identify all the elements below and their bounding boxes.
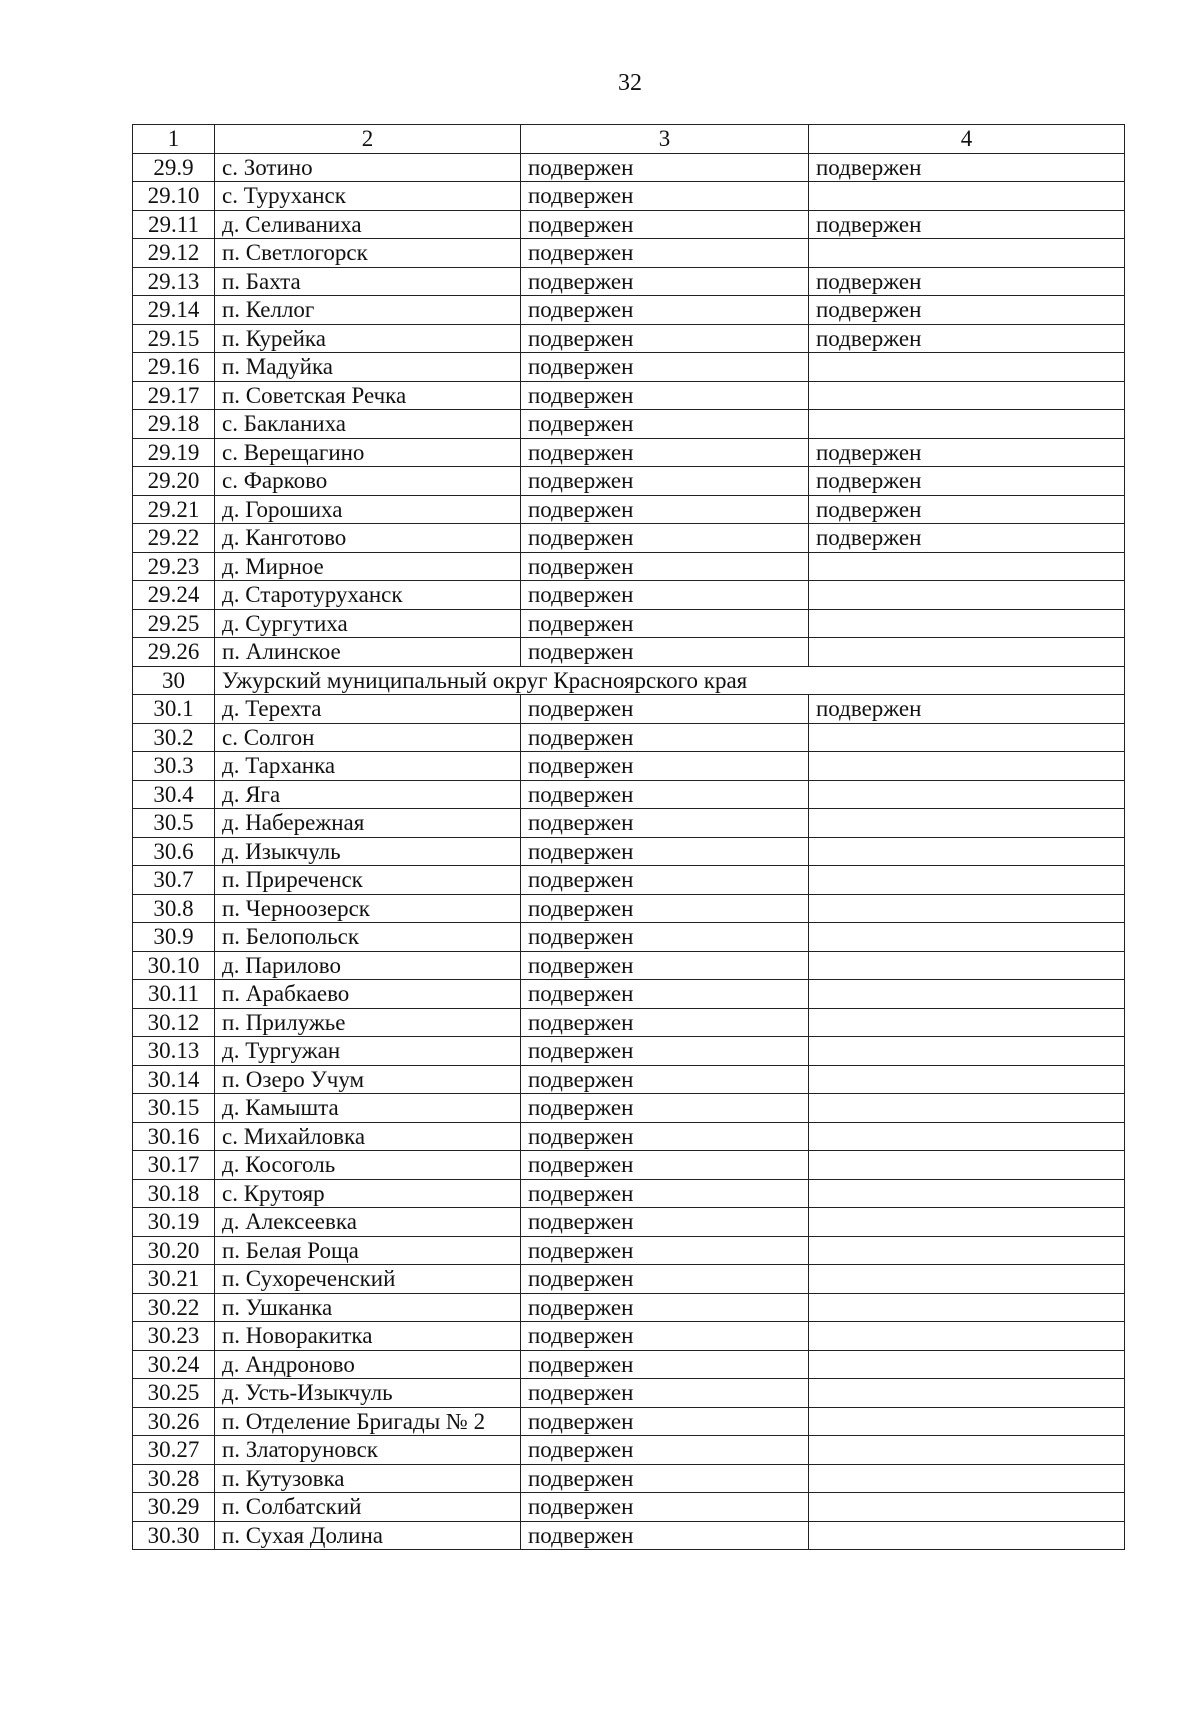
column-3-status: подвержен	[521, 239, 809, 268]
column-4-status	[809, 837, 1125, 866]
settlement-name: п. Мадуйка	[215, 353, 521, 382]
settlement-name: с. Михайловка	[215, 1122, 521, 1151]
row-number: 30.5	[133, 809, 215, 838]
column-3-status: подвержен	[521, 381, 809, 410]
table-row	[133, 866, 1125, 895]
column-4-status	[809, 410, 1125, 439]
table-row	[133, 923, 1125, 952]
row-number: 30.22	[133, 1293, 215, 1322]
column-3-status: подвержен	[521, 524, 809, 553]
table-row	[133, 353, 1125, 382]
row-number: 29.9	[133, 153, 215, 182]
table-header	[133, 125, 1125, 154]
row-number: 29.15	[133, 324, 215, 353]
table-row	[133, 609, 1125, 638]
column-4-status	[809, 723, 1125, 752]
table-row	[133, 267, 1125, 296]
row-number: 29.13	[133, 267, 215, 296]
column-3-status: подвержен	[521, 609, 809, 638]
settlement-name: п. Курейка	[215, 324, 521, 353]
settlement-name: д. Андроново	[215, 1350, 521, 1379]
header-col-2: 2	[215, 125, 521, 154]
settlement-name: п. Белая Роща	[215, 1236, 521, 1265]
column-4-status: подвержен	[809, 467, 1125, 496]
row-number: 30.23	[133, 1322, 215, 1351]
row-number: 30.15	[133, 1094, 215, 1123]
column-4-status	[809, 866, 1125, 895]
column-3-status: подвержен	[521, 923, 809, 952]
column-4-status	[809, 609, 1125, 638]
settlement-name: п. Приреченск	[215, 866, 521, 895]
column-4-status	[809, 353, 1125, 382]
row-number: 30.25	[133, 1379, 215, 1408]
row-number: 30.16	[133, 1122, 215, 1151]
column-3-status: подвержен	[521, 1521, 809, 1550]
section-row	[133, 666, 1125, 695]
settlement-name: д. Косоголь	[215, 1151, 521, 1180]
column-3-status: подвержен	[521, 752, 809, 781]
column-3-status: подвержен	[521, 695, 809, 724]
row-number: 30.20	[133, 1236, 215, 1265]
row-number: 30.13	[133, 1037, 215, 1066]
settlement-name: п. Отделение Бригады № 2	[215, 1407, 521, 1436]
row-number: 30.28	[133, 1464, 215, 1493]
column-4-status: подвержен	[809, 153, 1125, 182]
row-number: 30	[133, 666, 215, 695]
row-number: 29.21	[133, 495, 215, 524]
table-row	[133, 1350, 1125, 1379]
row-number: 30.6	[133, 837, 215, 866]
table-row	[133, 182, 1125, 211]
row-number: 30.24	[133, 1350, 215, 1379]
column-3-status: подвержен	[521, 438, 809, 467]
column-4-status	[809, 1094, 1125, 1123]
column-3-status: подвержен	[521, 1065, 809, 1094]
settlement-name: п. Кутузовка	[215, 1464, 521, 1493]
table-row	[133, 495, 1125, 524]
column-3-status: подвержен	[521, 1379, 809, 1408]
column-3-status: подвержен	[521, 1464, 809, 1493]
settlement-name: д. Усть-Изыкчуль	[215, 1379, 521, 1408]
table-row	[133, 524, 1125, 553]
table-row	[133, 1293, 1125, 1322]
settlement-name: п. Прилужье	[215, 1008, 521, 1037]
table-row	[133, 1037, 1125, 1066]
table-row	[133, 1094, 1125, 1123]
settlement-name: п. Черноозерск	[215, 894, 521, 923]
row-number: 30.10	[133, 951, 215, 980]
settlement-name: д. Изыкчуль	[215, 837, 521, 866]
column-4-status	[809, 1179, 1125, 1208]
table-row	[133, 296, 1125, 325]
table-row	[133, 638, 1125, 667]
settlement-name: д. Камышта	[215, 1094, 521, 1123]
header-col-3: 3	[521, 125, 809, 154]
table-row	[133, 951, 1125, 980]
settlement-name: д. Мирное	[215, 552, 521, 581]
column-4-status	[809, 1350, 1125, 1379]
column-4-status	[809, 1008, 1125, 1037]
column-3-status: подвержен	[521, 1236, 809, 1265]
column-4-status	[809, 780, 1125, 809]
table-row	[133, 1407, 1125, 1436]
settlement-name: с. Крутояр	[215, 1179, 521, 1208]
table-row	[133, 1236, 1125, 1265]
column-4-status: подвержен	[809, 267, 1125, 296]
section-title: Ужурский муниципальный округ Красноярского края	[215, 666, 1125, 695]
column-4-status	[809, 752, 1125, 781]
settlement-name: п. Светлогорск	[215, 239, 521, 268]
column-3-status: подвержен	[521, 1037, 809, 1066]
table-row	[133, 894, 1125, 923]
table-row	[133, 438, 1125, 467]
column-3-status: подвержен	[521, 1265, 809, 1294]
table-row	[133, 210, 1125, 239]
table-row	[133, 1322, 1125, 1351]
table-row	[133, 1436, 1125, 1465]
column-4-status	[809, 381, 1125, 410]
column-3-status: подвержен	[521, 1008, 809, 1037]
table-row	[133, 239, 1125, 268]
page-number: 32	[618, 70, 642, 96]
column-3-status: подвержен	[521, 581, 809, 610]
settlement-name: п. Озеро Учум	[215, 1065, 521, 1094]
table-row	[133, 1265, 1125, 1294]
table-row	[133, 1122, 1125, 1151]
row-number: 30.4	[133, 780, 215, 809]
row-number: 30.29	[133, 1493, 215, 1522]
settlement-name: п. Златоруновск	[215, 1436, 521, 1465]
row-number: 30.30	[133, 1521, 215, 1550]
row-number: 29.10	[133, 182, 215, 211]
row-number: 29.12	[133, 239, 215, 268]
settlement-name: д. Алексеевка	[215, 1208, 521, 1237]
table-row	[133, 410, 1125, 439]
table-row	[133, 1208, 1125, 1237]
column-4-status	[809, 1407, 1125, 1436]
settlement-name: п. Новоракитка	[215, 1322, 521, 1351]
row-number: 29.19	[133, 438, 215, 467]
row-number: 29.20	[133, 467, 215, 496]
settlement-name: д. Сургутиха	[215, 609, 521, 638]
row-number: 30.8	[133, 894, 215, 923]
row-number: 29.23	[133, 552, 215, 581]
column-4-status	[809, 552, 1125, 581]
settlement-name: п. Бахта	[215, 267, 521, 296]
row-number: 30.12	[133, 1008, 215, 1037]
settlement-name: д. Яга	[215, 780, 521, 809]
column-4-status	[809, 1236, 1125, 1265]
settlement-name: д. Парилово	[215, 951, 521, 980]
table-row	[133, 1464, 1125, 1493]
column-3-status: подвержен	[521, 866, 809, 895]
table-row	[133, 695, 1125, 724]
column-4-status: подвержен	[809, 495, 1125, 524]
column-3-status: подвержен	[521, 1350, 809, 1379]
column-3-status: подвержен	[521, 638, 809, 667]
column-3-status: подвержен	[521, 210, 809, 239]
column-4-status	[809, 1065, 1125, 1094]
table-row	[133, 1493, 1125, 1522]
settlement-name: п. Солбатский	[215, 1493, 521, 1522]
column-3-status: подвержен	[521, 894, 809, 923]
column-4-status	[809, 1265, 1125, 1294]
column-3-status: подвержен	[521, 1151, 809, 1180]
column-3-status: подвержен	[521, 951, 809, 980]
column-4-status	[809, 1037, 1125, 1066]
settlement-name: с. Верещагино	[215, 438, 521, 467]
table-row	[133, 723, 1125, 752]
settlement-name: с. Бакланиха	[215, 410, 521, 439]
column-4-status	[809, 1379, 1125, 1408]
settlement-name: п. Советская Речка	[215, 381, 521, 410]
column-4-status	[809, 923, 1125, 952]
settlement-name: д. Канготово	[215, 524, 521, 553]
settlement-name: д. Тарханка	[215, 752, 521, 781]
table-row	[133, 552, 1125, 581]
column-4-status: подвержен	[809, 210, 1125, 239]
settlement-name: д. Тургужан	[215, 1037, 521, 1066]
settlement-name: п. Алинское	[215, 638, 521, 667]
column-3-status: подвержен	[521, 780, 809, 809]
table-row	[133, 980, 1125, 1009]
settlement-name: п. Сухореченский	[215, 1265, 521, 1294]
table-row	[133, 467, 1125, 496]
settlement-name: п. Белопольск	[215, 923, 521, 952]
column-4-status	[809, 1464, 1125, 1493]
row-number: 30.17	[133, 1151, 215, 1180]
row-number: 30.18	[133, 1179, 215, 1208]
column-3-status: подвержен	[521, 1293, 809, 1322]
table-row	[133, 780, 1125, 809]
row-number: 30.11	[133, 980, 215, 1009]
row-number: 29.22	[133, 524, 215, 553]
column-4-status	[809, 638, 1125, 667]
settlement-name: п. Келлог	[215, 296, 521, 325]
row-number: 30.2	[133, 723, 215, 752]
row-number: 29.24	[133, 581, 215, 610]
column-4-status	[809, 951, 1125, 980]
table-row	[133, 837, 1125, 866]
column-3-status: подвержен	[521, 1094, 809, 1123]
settlement-name: с. Туруханск	[215, 182, 521, 211]
table-row	[133, 1179, 1125, 1208]
settlement-name: д. Старотуруханск	[215, 581, 521, 610]
settlement-name: п. Арабкаево	[215, 980, 521, 1009]
row-number: 30.14	[133, 1065, 215, 1094]
column-3-status: подвержен	[521, 837, 809, 866]
column-3-status: подвержен	[521, 1122, 809, 1151]
row-number: 29.16	[133, 353, 215, 382]
column-3-status: подвержен	[521, 495, 809, 524]
table-row	[133, 1008, 1125, 1037]
column-4-status	[809, 1208, 1125, 1237]
column-4-status	[809, 894, 1125, 923]
table-body	[133, 153, 1125, 1550]
settlement-name: с. Зотино	[215, 153, 521, 182]
column-4-status	[809, 1493, 1125, 1522]
column-4-status: подвержен	[809, 695, 1125, 724]
settlements-table	[132, 124, 1125, 1550]
column-3-status: подвержен	[521, 267, 809, 296]
column-4-status	[809, 1151, 1125, 1180]
row-number: 29.25	[133, 609, 215, 638]
table-row	[133, 752, 1125, 781]
row-number: 30.7	[133, 866, 215, 895]
column-3-status: подвержен	[521, 153, 809, 182]
row-number: 30.27	[133, 1436, 215, 1465]
column-4-status	[809, 239, 1125, 268]
column-3-status: подвержен	[521, 1208, 809, 1237]
table-row	[133, 809, 1125, 838]
column-3-status: подвержен	[521, 410, 809, 439]
column-3-status: подвержен	[521, 1179, 809, 1208]
column-4-status	[809, 980, 1125, 1009]
row-number: 29.17	[133, 381, 215, 410]
row-number: 29.11	[133, 210, 215, 239]
column-3-status: подвержен	[521, 353, 809, 382]
column-3-status: подвержен	[521, 980, 809, 1009]
table-row	[133, 1151, 1125, 1180]
column-3-status: подвержен	[521, 552, 809, 581]
table-row	[133, 1521, 1125, 1550]
settlement-name: п. Ушканка	[215, 1293, 521, 1322]
settlement-name: с. Фарково	[215, 467, 521, 496]
row-number: 30.21	[133, 1265, 215, 1294]
row-number: 29.18	[133, 410, 215, 439]
column-4-status	[809, 1293, 1125, 1322]
column-3-status: подвержен	[521, 324, 809, 353]
column-4-status	[809, 182, 1125, 211]
table-row	[133, 581, 1125, 610]
column-3-status: подвержен	[521, 723, 809, 752]
table-row	[133, 1379, 1125, 1408]
column-4-status	[809, 1122, 1125, 1151]
settlement-name: д. Терехта	[215, 695, 521, 724]
column-4-status	[809, 581, 1125, 610]
column-3-status: подвержен	[521, 1322, 809, 1351]
row-number: 29.26	[133, 638, 215, 667]
table-row	[133, 381, 1125, 410]
column-4-status: подвержен	[809, 296, 1125, 325]
settlement-name: д. Горошиха	[215, 495, 521, 524]
table-row	[133, 153, 1125, 182]
column-4-status	[809, 1521, 1125, 1550]
column-4-status	[809, 1322, 1125, 1351]
column-4-status: подвержен	[809, 524, 1125, 553]
settlement-name: д. Набережная	[215, 809, 521, 838]
row-number: 30.3	[133, 752, 215, 781]
column-3-status: подвержен	[521, 296, 809, 325]
column-3-status: подвержен	[521, 182, 809, 211]
row-number: 30.9	[133, 923, 215, 952]
column-3-status: подвержен	[521, 1407, 809, 1436]
settlement-name: д. Селиваниха	[215, 210, 521, 239]
column-4-status: подвержен	[809, 324, 1125, 353]
column-3-status: подвержен	[521, 1493, 809, 1522]
row-number: 29.14	[133, 296, 215, 325]
row-number: 30.26	[133, 1407, 215, 1436]
column-4-status	[809, 1436, 1125, 1465]
row-number: 30.19	[133, 1208, 215, 1237]
settlement-name: п. Сухая Долина	[215, 1521, 521, 1550]
column-3-status: подвержен	[521, 1436, 809, 1465]
settlement-name: с. Солгон	[215, 723, 521, 752]
header-row	[133, 125, 1125, 154]
table-row	[133, 324, 1125, 353]
column-3-status: подвержен	[521, 809, 809, 838]
header-col-4: 4	[809, 125, 1125, 154]
header-col-1: 1	[133, 125, 215, 154]
row-number: 30.1	[133, 695, 215, 724]
column-4-status: подвержен	[809, 438, 1125, 467]
table-row	[133, 1065, 1125, 1094]
column-3-status: подвержен	[521, 467, 809, 496]
column-4-status	[809, 809, 1125, 838]
